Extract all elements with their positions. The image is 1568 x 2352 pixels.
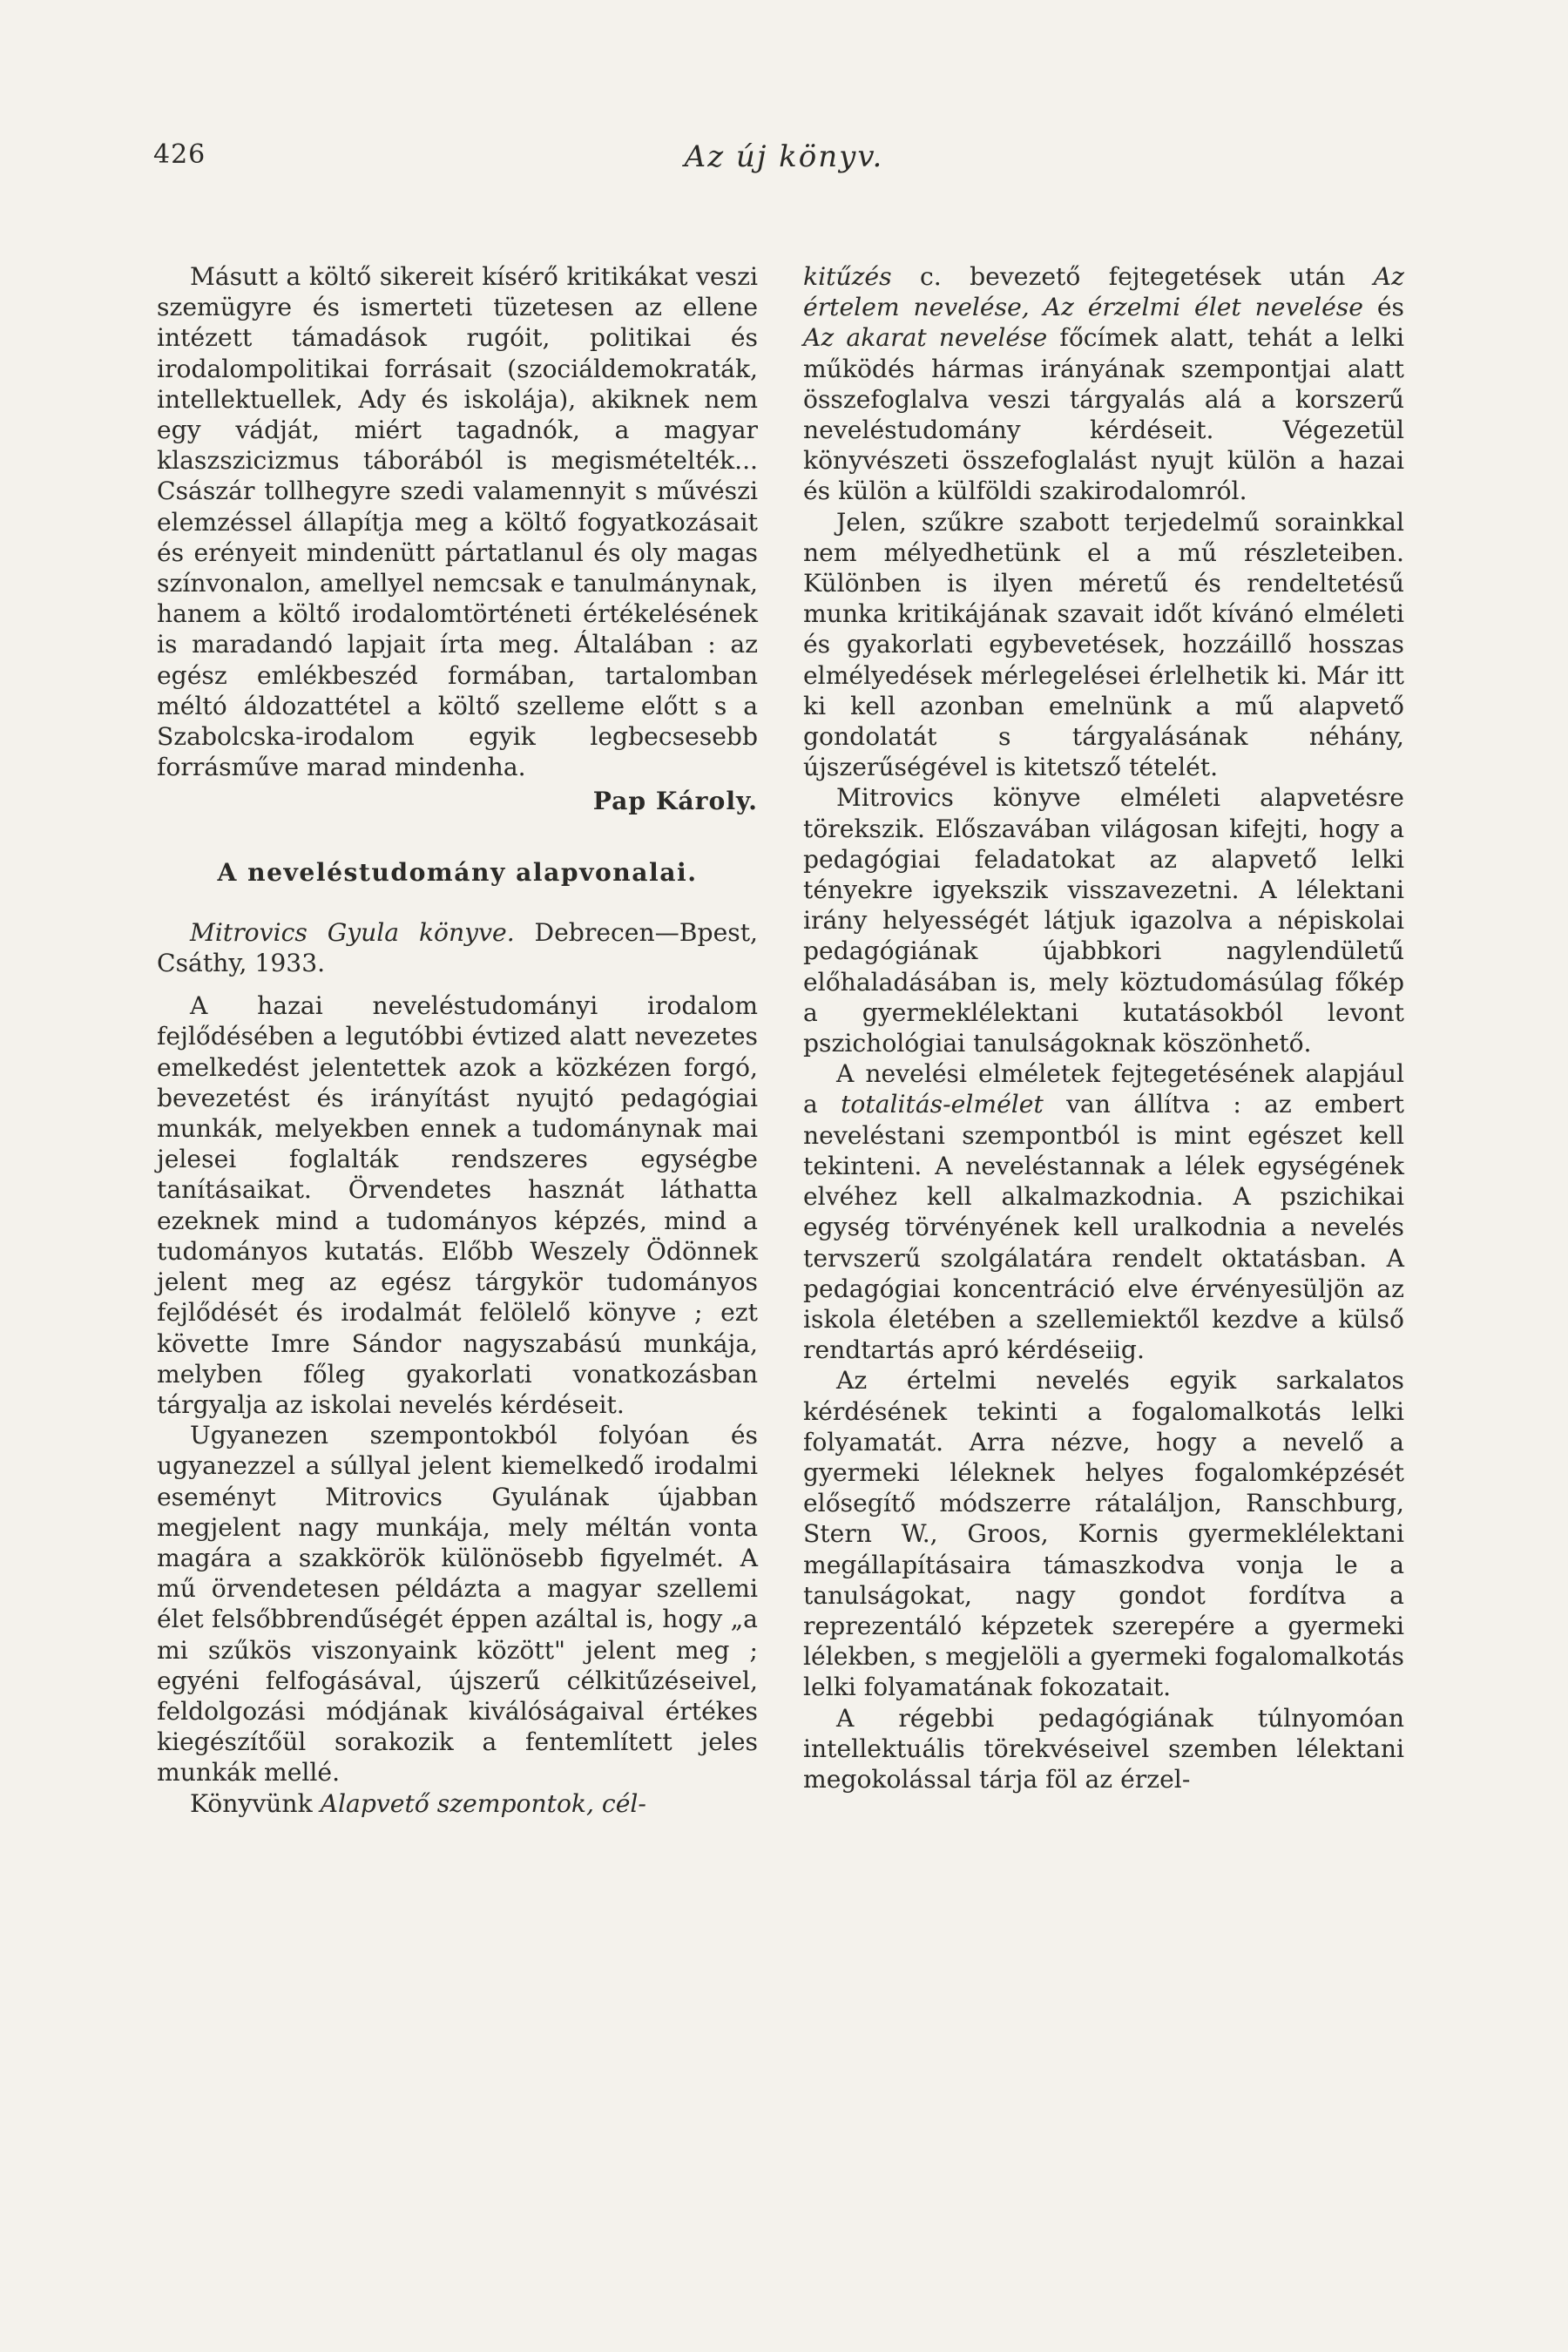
page-number: 426 — [153, 139, 206, 170]
paragraph-text: főcímek alatt, tehát a lelki működés hármas irányának szempontjai alatt összefoglalva veszi tárgyalás alá a korszerű neveléstudomány kérdéseit. Végezetül könyvészeti összefoglalást nyujt külön a hazai és külön a külföldi szakirodalomról. — [803, 323, 1405, 506]
paragraph: A hazai neveléstudományi irodalom fejlődésében a legutóbbi évtized alatt nevezetes emelkedést jelentettek azok a közkézen forgó, bevezetést és irányítást nyujtó pedagógiai munkák, melyekben ennek a tudománynak mai jelesei foglalták rendszeres egységbe tanításaikat. Örvendetes hasznát láthatta ezeknek mind a tudományos képzés, mind a tudományos kutatás. Előbb Weszely Ödönnek jelent meg az egész tárgykör tudományos fejlődését és irodalmát felölelő könyve ; ezt követte Imre Sándor nagyszabású munkája, melyben főleg gyakorlati vonatkozásban tárgyalja az iskolai nevelés kérdéseit. — [157, 991, 758, 1419]
paragraph: Másutt a költő sikereit kísérő kritikákat veszi szemügyre és ismerteti tüzetesen az ellene intézett támadások rugóit, politikai és irodalompolitikai forrásait (szociáldemokraták, intellektuellek, Ady és iskolája), akiknek nem egy vádját, miért tagadnók, a magyar klaszszicizmus táborából is megismételték... Császár tollhegyre szedi valamennyit s művészi elemzéssel állapítja meg a költő fogyatkozásait és erényeit mindenütt pártatlanul és oly magas színvonalon, amellyel nemcsak e tanulmánynak, hanem a költő irodalomtörténeti értékelésének is maradandó lapjait írta meg. Általában : az egész emlékbeszéd formában, tartalomban méltó áldozattétel a költő szelleme előtt s a Szabolcska-irodalom egyik legbecsesebb forrásműve marad mindenha. — [157, 262, 758, 782]
italic-title: Alapvető szempontok, cél- — [320, 1788, 646, 1818]
paragraph: Mitrovics könyve elméleti alapvetésre törekszik. Előszavában világosan kifejti, hogy a pedagógiai feladatokat az alapvető lelki tényekre igyekszik visszavezetni. A lélektani irány helyességét látjuk igazolva a népiskolai pedagógiának újabbkori nagylendületű előhaladásában is, mely köztudomásúlag főkép a gyermeklélektani kutatásokból levont pszichológiai tanulságoknak köszönhető. — [803, 783, 1404, 1058]
right-column — [803, 261, 1404, 1794]
italic-title: kitűzés — [803, 262, 892, 291]
paragraph-text: és — [1376, 293, 1404, 322]
paragraph — [157, 1788, 758, 1819]
paragraph-text: c. bevezető fejtegetések után — [919, 262, 1346, 291]
running-title: Az új könyv. — [684, 139, 884, 174]
biblio-publication: Debrecen—Bpest, Csáthy, 1933. — [157, 917, 758, 978]
italic-title: Az akarat nevelése — [803, 323, 1048, 353]
left-column — [157, 261, 758, 1819]
paragraph-text: van állítva : az embert neveléstani szempontból is mint egészet kell tekinteni. A neveléstannak a lélek egységének elvéhez kell alkalmazkodnia. A pszichikai egység törvényének kell uralkodnia a nevelés tervszerű szolgálatára rendelt oktatásban. A pedagógiai koncentráció elve érvényesüljön az iskola életében a szellemiektől kezdve a külső rendtartás apró kérdéseiig. — [803, 1090, 1404, 1365]
paragraph: Az értelmi nevelés egyik sarkalatos kérdésének tekinti a fogalomalkotás lelki folyamatát. Arra nézve, hogy a nevelő a gyermeki léleknek helyes fogalomképzését elősegítő módszerre rátaláljon, Ranschburg, Stern W., Groos, Kornis gyermeklélektani megállapításaira támaszkodva vonja le a tanulságokat, nagy gondot fordítva a reprezentáló képzetek szerepére a gyermeki lélekben, s megjelöli a gyermeki fogalomalkotás lelki folyamatának fokozatait. — [803, 1366, 1404, 1702]
review-title: A neveléstudomány alapvonalai. — [217, 857, 698, 887]
paragraph-text: Könyvünk — [190, 1788, 313, 1818]
paragraph — [803, 1058, 1404, 1365]
paragraph: Jelen, szűkre szabott terjedelmű sorainkkal nem mélyedhetünk el a mű részleteiben. Különben is ilyen méretű és rendeltetésű munka kritikájának szavait időt kívánó elméleti és gyakorlati egybevetések, hozzáillő hosszas elmélyedések mérlegelései érlelhetik ki. Már itt ki kell azonban emelnünk a mű alapvető gondolatát s tárgyalásának néhány, újszerűségével is kitetsző tételét. — [803, 507, 1404, 782]
bibliographic-line — [157, 917, 758, 978]
italic-term: totalitás-elmélet — [841, 1090, 1044, 1119]
paragraph: A régebbi pedagógiának túlnyomóan intellektuális törekvéseivel szemben lélektani megokolással tárja föl az érzel- — [803, 1703, 1404, 1794]
italic-title: Az értelem nevelése, Az érzelmi élet nevelése — [803, 262, 1404, 322]
page-header — [153, 139, 1415, 178]
biblio-author-title: Mitrovics Gyula könyve. — [190, 917, 515, 947]
review-signature: Pap Károly. — [592, 787, 758, 816]
paragraph: Ugyanezen szempontokból folyóan és ugyanezzel a súllyal jelent kiemelkedő irodalmi eseményt Mitrovics Gyulának újabban megjelent nagy munkája, mely méltán vonta magára a szakkörök különösebb figyelmét. A mű örvendetesen példázta a magyar szellemi élet felsőbbrendűségét éppen azáltal is, hogy „a mi szűkös viszonyaink között" jelent meg ; egyéni felfogásával, újszerű célkitűzéseivel, feldolgozási módjának kiválóságaival értékes kiegészítőül sorakozik a fentemlített jeles munkák mellé. — [157, 1421, 758, 1788]
paragraph-text: A nevelési elméletek fejtegetésének alapjául a — [803, 1059, 1404, 1119]
paragraph — [803, 261, 1404, 507]
